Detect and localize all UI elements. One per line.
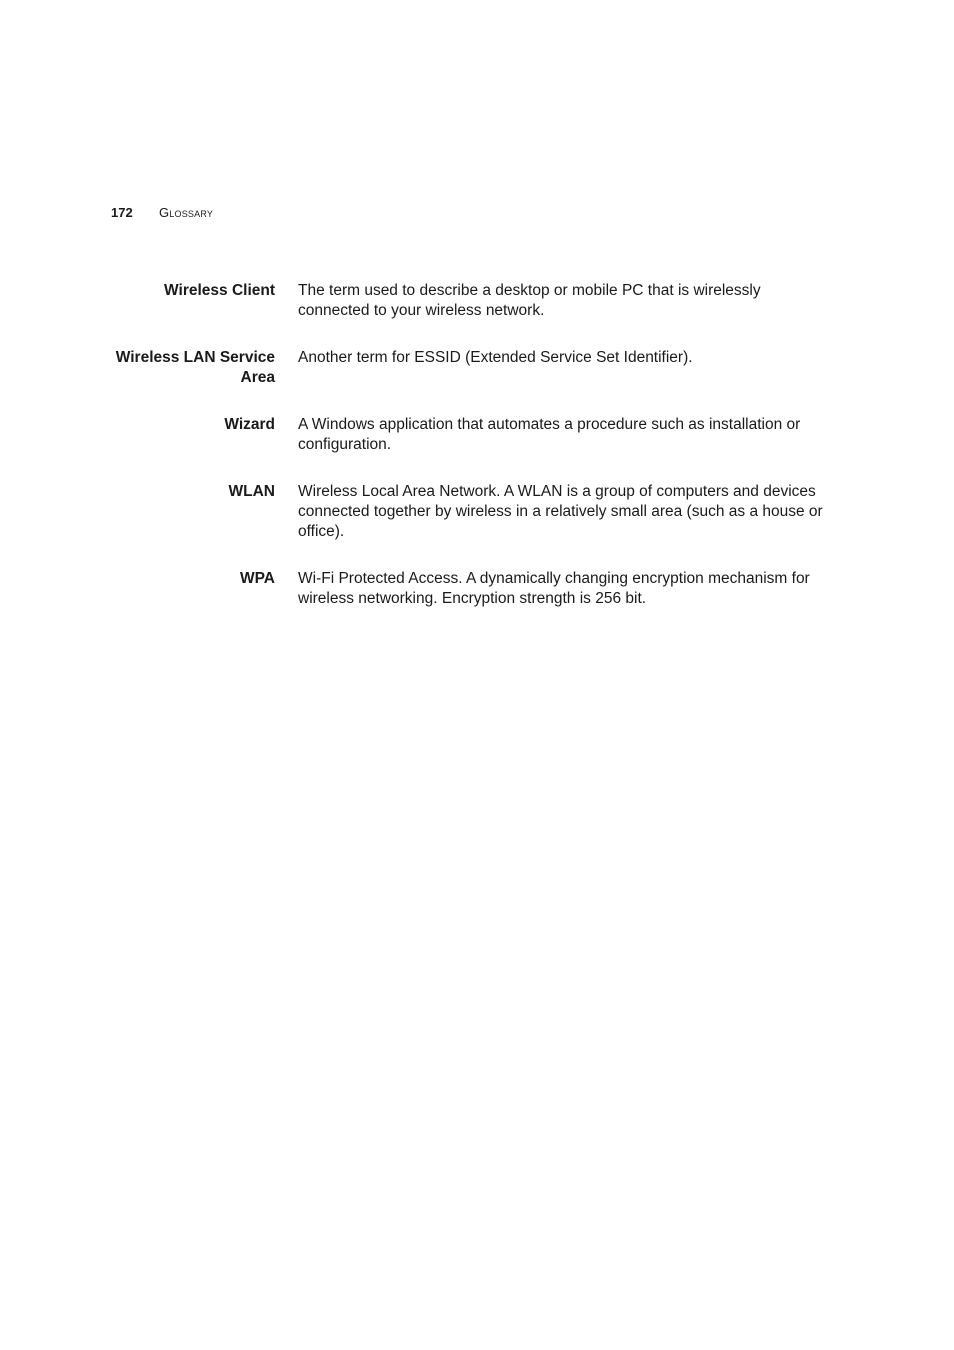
glossary-term: Wireless LAN Service Area [115,349,275,386]
glossary-definition: The term used to describe a desktop or mobile PC that is wirelessly connected to your wireless network. [298,282,761,319]
glossary-entry-wlan [100,482,830,542]
glossary-entry-wireless-lan-service-area [100,348,830,388]
glossary-definition: Wireless Local Area Network. A WLAN is a group of computers and devices connected together by wireless in a relatively small area (such as a house or office). [298,483,823,540]
glossary-entry-wizard [100,415,830,455]
glossary-definition: A Windows application that automates a procedure such as installation or configuration. [298,416,801,453]
glossary-definition: Wi-Fi Protected Access. A dynamically changing encryption mechanism for wireless networking. Encryption strength is 256 bit. [298,570,810,607]
glossary-entry-wpa [100,569,830,609]
glossary-entry-wireless-client [100,281,830,321]
page-number: 172 [111,205,133,220]
glossary-definition: Another term for ESSID (Extended Service Set Identifier). [298,349,693,366]
section-title: Glossary [159,205,214,220]
glossary-term: Wizard [224,416,275,433]
running-header [111,205,213,225]
glossary-list [100,281,830,636]
glossary-term: Wireless Client [164,282,275,299]
glossary-term: WLAN [228,483,275,500]
glossary-term: WPA [239,570,275,587]
